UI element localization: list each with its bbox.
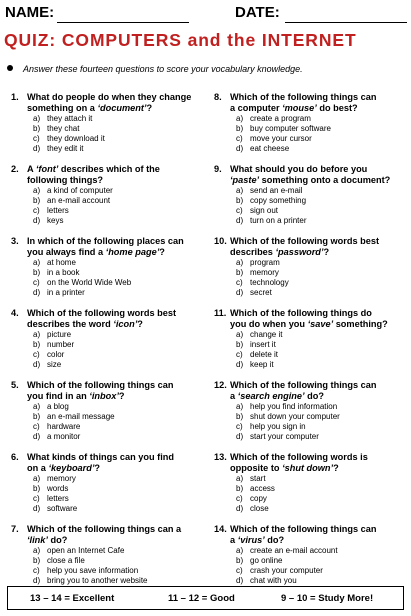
answer-option[interactable] <box>33 268 203 278</box>
option-text: eat cheese <box>250 144 290 153</box>
answer-options <box>33 330 203 370</box>
option-text: access <box>250 484 275 493</box>
answer-option[interactable] <box>236 186 406 196</box>
option-letter: a) <box>33 546 41 555</box>
key-term: ‘link’ <box>27 534 48 545</box>
answer-option[interactable] <box>236 484 406 494</box>
answer-option[interactable] <box>33 330 203 340</box>
option-text: close a file <box>47 556 85 565</box>
option-text: letters <box>47 206 69 215</box>
option-text: help you save information <box>47 566 139 575</box>
answer-option[interactable] <box>236 114 406 124</box>
option-text: on the World Wide Web <box>47 278 132 287</box>
option-letter: c) <box>33 134 40 143</box>
answer-option[interactable] <box>33 350 203 360</box>
option-text: help you sign in <box>250 422 306 431</box>
answer-option[interactable] <box>236 206 406 216</box>
option-text: program <box>250 258 280 267</box>
answer-option[interactable] <box>236 144 406 154</box>
option-letter: d) <box>33 576 41 585</box>
scoring-box <box>7 586 404 610</box>
answer-option[interactable] <box>236 576 406 586</box>
option-letter: a) <box>33 402 41 411</box>
option-letter: b) <box>236 556 244 565</box>
option-text: they attach it <box>47 114 93 123</box>
answer-option[interactable] <box>236 432 406 442</box>
question-text <box>230 308 408 329</box>
key-term: ‘paste’ <box>230 174 260 185</box>
answer-option[interactable] <box>236 566 406 576</box>
question-number: 5. <box>11 380 19 390</box>
score-excellent: 13 – 14 = Excellent <box>30 593 115 604</box>
answer-option[interactable] <box>33 186 203 196</box>
question-line: Which of the following things can <box>230 524 377 534</box>
answer-option[interactable] <box>33 288 203 298</box>
option-text: go online <box>250 556 283 565</box>
answer-option[interactable] <box>236 196 406 206</box>
answer-option[interactable] <box>33 484 203 494</box>
question-number: 13. <box>214 452 227 462</box>
answer-option[interactable] <box>236 556 406 566</box>
bullet-icon <box>7 65 13 71</box>
question-text <box>230 452 408 473</box>
question-line: a computer ‘mouse’ do best? <box>230 102 358 113</box>
answer-option[interactable] <box>33 494 203 504</box>
answer-option[interactable] <box>236 216 406 226</box>
option-text: software <box>47 504 78 513</box>
option-letter: d) <box>236 216 244 225</box>
question-number: 6. <box>11 452 19 462</box>
option-letter: d) <box>236 432 244 441</box>
question-number: 12. <box>214 380 227 390</box>
option-letter: d) <box>236 288 244 297</box>
option-letter: c) <box>236 494 243 503</box>
option-letter: b) <box>236 196 244 205</box>
option-text: technology <box>250 278 289 287</box>
option-letter: a) <box>236 114 244 123</box>
answer-option[interactable] <box>33 546 203 556</box>
option-letter: b) <box>236 484 244 493</box>
question-line: Which of the following things can <box>230 92 377 102</box>
answer-option[interactable] <box>33 576 203 586</box>
option-letter: a) <box>33 474 41 483</box>
page-title: QUIZ: COMPUTERS and the INTERNET <box>4 30 357 50</box>
option-text: change it <box>250 330 283 339</box>
question-text <box>27 236 205 257</box>
option-text: delete it <box>250 350 279 359</box>
answer-option[interactable] <box>33 566 203 576</box>
question-line: Which of the following things do <box>230 308 372 318</box>
option-letter: b) <box>236 412 244 421</box>
option-letter: c) <box>236 134 243 143</box>
option-text: shut down your computer <box>250 412 340 421</box>
question-text <box>230 164 408 185</box>
option-letter: a) <box>33 114 41 123</box>
option-letter: b) <box>236 268 244 277</box>
question-text <box>27 452 205 473</box>
option-text: create an e-mail account <box>250 546 338 555</box>
question-number: 8. <box>214 92 222 102</box>
question-line: a ‘search engine’ do? <box>230 390 324 401</box>
key-term: ‘mouse’ <box>282 102 317 113</box>
question-line: describes the word ‘icon’? <box>27 318 143 329</box>
option-text: an e-mail account <box>47 196 111 205</box>
question-line: A ‘font’ describes which of the <box>27 164 160 174</box>
option-letter: a) <box>236 258 244 267</box>
option-letter: d) <box>33 504 41 513</box>
answer-option[interactable] <box>33 144 203 154</box>
option-text: open an Internet Cafe <box>47 546 125 555</box>
option-letter: d) <box>33 288 41 297</box>
option-text: in a book <box>47 268 80 277</box>
question-text <box>27 524 205 545</box>
score-study-more: 9 – 10 = Study More! <box>281 593 374 604</box>
option-text: crash your computer <box>250 566 323 575</box>
option-text: at home <box>47 258 76 267</box>
option-letter: a) <box>236 546 244 555</box>
option-text: words <box>47 484 69 493</box>
option-text: create a program <box>250 114 311 123</box>
option-letter: b) <box>33 556 41 565</box>
header <box>5 4 407 24</box>
answer-option[interactable] <box>236 412 406 422</box>
answer-options <box>236 330 406 370</box>
question-line: Which of the following words best <box>27 308 177 318</box>
question-line: Which of the following things can a <box>27 524 182 534</box>
option-letter: d) <box>236 504 244 513</box>
answer-option[interactable] <box>33 432 203 442</box>
question-line: Which of the following words is <box>230 452 368 462</box>
question-text <box>230 380 408 401</box>
answer-options <box>236 546 406 586</box>
answer-option[interactable] <box>33 340 203 350</box>
option-letter: c) <box>33 278 40 287</box>
option-letter: a) <box>236 474 244 483</box>
answer-option[interactable] <box>236 340 406 350</box>
option-letter: d) <box>33 432 41 441</box>
option-text: start <box>250 474 266 483</box>
question-text <box>27 92 205 113</box>
question-text <box>230 92 408 113</box>
option-text: buy computer software <box>250 124 331 133</box>
answer-option[interactable] <box>33 474 203 484</box>
question-line: you always find a ‘home page’? <box>27 246 165 257</box>
option-letter: c) <box>236 350 243 359</box>
option-letter: b) <box>236 124 244 133</box>
question-number: 10. <box>214 236 227 246</box>
option-text: sign out <box>250 206 279 215</box>
question-line: on a ‘keyboard’? <box>27 462 101 473</box>
name-field[interactable] <box>57 22 189 23</box>
question-line: you do when you ‘save’ something? <box>230 318 388 329</box>
option-letter: d) <box>236 144 244 153</box>
option-text: letters <box>47 494 69 503</box>
answer-options <box>33 474 203 514</box>
option-text: help you find information <box>250 402 338 411</box>
answer-option[interactable] <box>236 402 406 412</box>
answer-option[interactable] <box>33 402 203 412</box>
answer-option[interactable] <box>33 114 203 124</box>
option-letter: d) <box>236 576 244 585</box>
answer-option[interactable] <box>236 288 406 298</box>
answer-option[interactable] <box>33 196 203 206</box>
question-text <box>27 380 205 401</box>
question-line: you find in an ‘inbox’? <box>27 390 125 401</box>
answer-options <box>33 546 203 586</box>
option-text: a monitor <box>47 432 81 441</box>
key-term: ‘password’ <box>275 246 324 257</box>
option-letter: c) <box>236 422 243 431</box>
answer-option[interactable] <box>236 258 406 268</box>
question-line: What kinds of things can you find <box>27 452 174 462</box>
question-text <box>27 164 205 185</box>
option-text: chat with you <box>250 576 297 585</box>
option-letter: c) <box>33 566 40 575</box>
option-text: they download it <box>47 134 105 143</box>
option-text: memory <box>47 474 76 483</box>
option-text: copy something <box>250 196 307 205</box>
answer-option[interactable] <box>33 124 203 134</box>
answer-options <box>33 402 203 442</box>
option-letter: c) <box>33 206 40 215</box>
question-line: In which of the following places can <box>27 236 184 246</box>
option-text: color <box>47 350 65 359</box>
instructions-text: Answer these fourteen questions to score your vocabulary knowledge. <box>23 64 303 74</box>
question-line: Which of the following words best <box>230 236 380 246</box>
question-number: 1. <box>11 92 19 102</box>
question-line: following things? <box>27 174 104 185</box>
question-line: What should you do before you <box>230 164 368 174</box>
question-text <box>27 308 205 329</box>
option-text: turn on a printer <box>250 216 307 225</box>
date-label: DATE: <box>235 4 280 21</box>
key-term: ‘keyboard’ <box>48 462 95 473</box>
answer-options <box>236 186 406 226</box>
question-line: ‘paste’ something onto a document? <box>230 174 391 185</box>
question-number: 3. <box>11 236 19 246</box>
question-line: ‘link’ do? <box>27 534 68 545</box>
answer-options <box>33 114 203 154</box>
answer-option[interactable] <box>236 360 406 370</box>
option-text: they edit it <box>47 144 84 153</box>
option-text: they chat <box>47 124 80 133</box>
option-letter: a) <box>236 330 244 339</box>
option-letter: c) <box>236 278 243 287</box>
answer-option[interactable] <box>33 216 203 226</box>
answer-option[interactable] <box>33 258 203 268</box>
option-text: secret <box>250 288 272 297</box>
answer-option[interactable] <box>236 474 406 484</box>
answer-options <box>236 474 406 514</box>
option-text: in a printer <box>47 288 85 297</box>
option-letter: d) <box>33 360 41 369</box>
option-letter: b) <box>33 124 41 133</box>
question-line: a ‘virus’ do? <box>230 534 285 545</box>
question-number: 4. <box>11 308 19 318</box>
question-line: Which of the following things can <box>27 380 174 390</box>
answer-options <box>236 258 406 298</box>
option-letter: a) <box>33 186 41 195</box>
option-letter: a) <box>33 330 41 339</box>
answer-option[interactable] <box>33 504 203 514</box>
answer-option[interactable] <box>236 350 406 360</box>
option-letter: b) <box>236 340 244 349</box>
option-letter: d) <box>33 144 41 153</box>
option-letter: b) <box>33 340 41 349</box>
answer-option[interactable] <box>236 268 406 278</box>
option-letter: b) <box>33 484 41 493</box>
key-term: ‘save’ <box>307 318 334 329</box>
option-letter: b) <box>33 268 41 277</box>
option-text: a blog <box>47 402 69 411</box>
option-text: insert it <box>250 340 276 349</box>
option-text: an e-mail message <box>47 412 115 421</box>
option-text: move your cursor <box>250 134 312 143</box>
answer-option[interactable] <box>33 278 203 288</box>
question-number: 11. <box>214 308 227 318</box>
answer-option[interactable] <box>33 360 203 370</box>
name-label: NAME: <box>5 4 55 21</box>
option-text: number <box>47 340 75 349</box>
option-letter: c) <box>236 206 243 215</box>
option-letter: c) <box>33 422 40 431</box>
option-letter: c) <box>33 350 40 359</box>
question-text <box>230 524 408 545</box>
answer-option[interactable] <box>236 134 406 144</box>
answer-options <box>33 186 203 226</box>
option-letter: d) <box>33 216 41 225</box>
question-number: 7. <box>11 524 19 534</box>
key-term: ‘document’ <box>97 102 147 113</box>
option-text: send an e-mail <box>250 186 303 195</box>
option-letter: a) <box>236 186 244 195</box>
key-term: ‘icon’ <box>113 318 138 329</box>
option-letter: d) <box>236 360 244 369</box>
answer-option[interactable] <box>236 124 406 134</box>
question-line: describes ‘password’? <box>230 246 330 257</box>
answer-option[interactable] <box>33 412 203 422</box>
question-number: 9. <box>214 164 222 174</box>
question-line: Which of the following things can <box>230 380 377 390</box>
option-letter: a) <box>33 258 41 267</box>
option-letter: b) <box>33 412 41 421</box>
question-line: something on a ‘document’? <box>27 102 153 113</box>
option-text: size <box>47 360 62 369</box>
date-field[interactable] <box>285 22 407 23</box>
answer-options <box>236 114 406 154</box>
question-line: opposite to ‘shut down’? <box>230 462 339 473</box>
answer-option[interactable] <box>33 556 203 566</box>
key-term: ‘search engine’ <box>237 390 305 401</box>
key-term: ‘font’ <box>35 164 59 174</box>
answer-option[interactable] <box>33 134 203 144</box>
key-term: ‘shut down’ <box>282 462 334 473</box>
option-text: picture <box>47 330 72 339</box>
answer-option[interactable] <box>236 330 406 340</box>
key-term: ‘home page’ <box>105 246 160 257</box>
key-term: ‘inbox’ <box>89 390 119 401</box>
answer-option[interactable] <box>236 278 406 288</box>
option-letter: a) <box>236 402 244 411</box>
answer-option[interactable] <box>33 422 203 432</box>
question-number: 2. <box>11 164 19 174</box>
option-letter: c) <box>236 566 243 575</box>
option-text: memory <box>250 268 279 277</box>
option-text: start your computer <box>250 432 319 441</box>
answer-option[interactable] <box>236 504 406 514</box>
option-letter: b) <box>33 196 41 205</box>
option-text: hardware <box>47 422 81 431</box>
option-letter: c) <box>33 494 40 503</box>
option-text: copy <box>250 494 267 503</box>
answer-option[interactable] <box>33 206 203 216</box>
option-text: a kind of computer <box>47 186 113 195</box>
score-good: 11 – 12 = Good <box>168 593 235 604</box>
answer-options <box>33 258 203 298</box>
question-line: What do people do when they change <box>27 92 192 102</box>
option-text: bring you to another website <box>47 576 148 585</box>
option-text: keys <box>47 216 64 225</box>
option-text: close <box>250 504 269 513</box>
answer-options <box>236 402 406 442</box>
option-text: keep it <box>250 360 274 369</box>
question-number: 14. <box>214 524 227 534</box>
answer-option[interactable] <box>236 422 406 432</box>
question-text <box>230 236 408 257</box>
key-term: ‘virus’ <box>237 534 265 545</box>
answer-option[interactable] <box>236 494 406 504</box>
answer-option[interactable] <box>236 546 406 556</box>
